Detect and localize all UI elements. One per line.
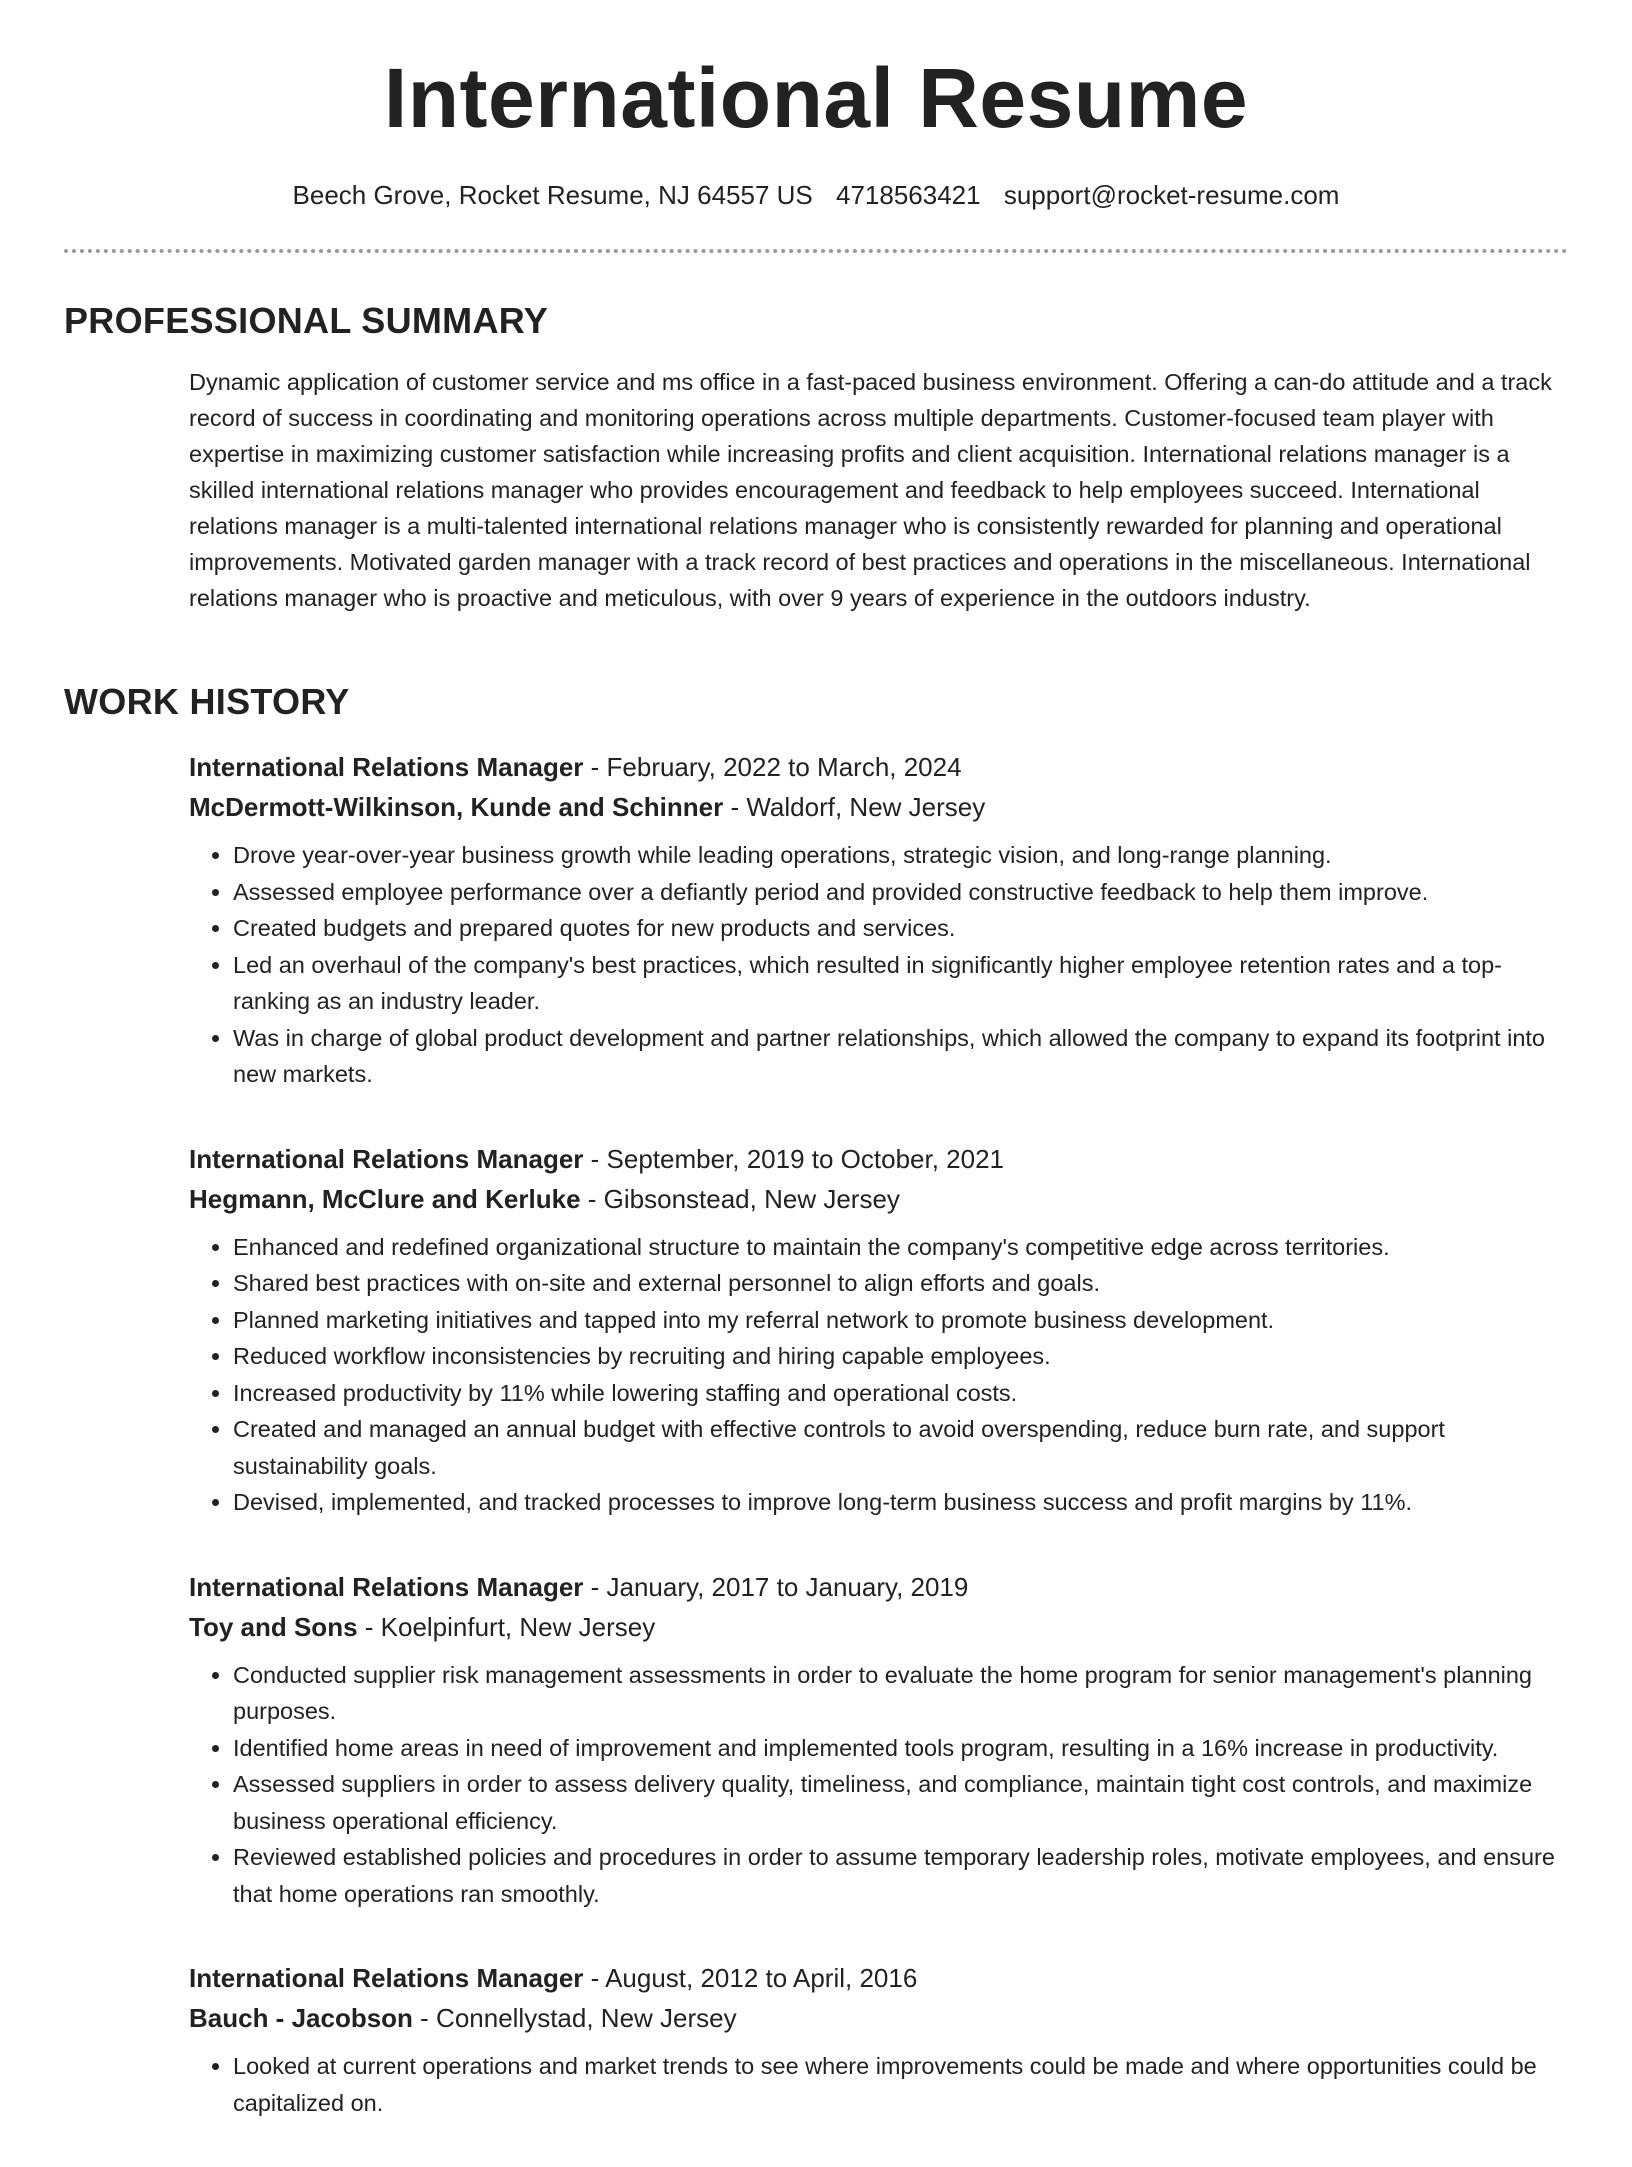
- job-bullets: [189, 1657, 1569, 1913]
- job-bullet: • Assessed employee performance over a defiantly period and provided constructive feedback to help them improve.: [233, 874, 1569, 911]
- job-entry: [189, 1139, 1569, 1521]
- contact-phone: 4718563421: [836, 180, 981, 210]
- contact-info: [0, 180, 1632, 211]
- job-dates: - February, 2022 to March, 2024: [583, 752, 962, 782]
- job-bullet: • Assessed suppliers in order to assess delivery quality, timeliness, and compliance, maintain tight cost controls, and maximize business operational efficiency.: [233, 1766, 1569, 1839]
- job-location: - Gibsonstead, New Jersey: [580, 1183, 900, 1214]
- job-title-line: [189, 747, 1569, 787]
- work-history-list: [189, 747, 1569, 2167]
- job-bullets: [189, 2048, 1569, 2121]
- job-bullet: • Was in charge of global product development and partner relationships, which allowed the company to expand its footprint into new markets.: [233, 1020, 1569, 1093]
- job-dates: - September, 2019 to October, 2021: [583, 1143, 1005, 1174]
- summary-text: Dynamic application of customer service and ms office in a fast-paced business environment. Offering a can-do attitude and a track record of success in coordinating and monitoring operations across multiple departments. Customer-focused team player with expertise in maximizing customer satisfaction while increasing profits and client acquisition. International relations manager is a skilled international relations manager who provides encouragement and feedback to help employees succeed. International relations manager is a multi-talented international relations manager who is consistently rewarded for planning and operational improvements. Motivated garden manager with a track record of best practices and operations in the miscellaneous. International relations manager who is proactive and meticulous, with over 9 years of experience in the outdoors industry.: [189, 369, 1552, 611]
- resume-title: International Resume: [383, 51, 1249, 145]
- job-bullet: • Created and managed an annual budget with effective controls to avoid overspending, reduce burn rate, and support sustainability goals.: [233, 1411, 1569, 1484]
- job-title: International Relations Manager: [189, 1571, 584, 1602]
- job-bullet: • Created budgets and prepared quotes for new products and services.: [233, 910, 1569, 947]
- job-bullet: • Looked at current operations and market trends to see where improvements could be made and where opportunities could be capitalized on.: [233, 2048, 1569, 2121]
- job-bullet: • Reduced workflow inconsistencies by recruiting and hiring capable employees.: [233, 1338, 1569, 1375]
- job-company-line: [189, 787, 1569, 827]
- job-title: International Relations Manager: [189, 1963, 584, 1993]
- job-company: Hegmann, McClure and Kerluke: [189, 1183, 581, 1214]
- job-bullet: • Identified home areas in need of improvement and implemented tools program, resulting in a 16% increase in productivity.: [233, 1730, 1569, 1767]
- job-bullet: • Conducted supplier risk management assessments in order to evaluate the home program for senior management's planning purposes.: [233, 1657, 1569, 1730]
- job-location: - Connellystad, New Jersey: [412, 2003, 737, 2033]
- job-company: McDermott-Wilkinson, Kunde and Schinner: [189, 792, 724, 822]
- summary-heading: PROFESSIONAL SUMMARY: [64, 300, 549, 341]
- job-entry: [189, 1958, 1569, 2121]
- job-bullets: [189, 837, 1569, 1093]
- job-title-line: [189, 1567, 1569, 1607]
- job-title: International Relations Manager: [189, 1143, 584, 1174]
- job-location: - Waldorf, New Jersey: [723, 792, 986, 822]
- contact-email: support@rocket-resume.com: [1003, 180, 1340, 210]
- job-entry: [189, 1567, 1569, 1913]
- job-bullet: • Planned marketing initiatives and tapped into my referral network to promote business development.: [233, 1302, 1569, 1339]
- header-divider: [64, 249, 1568, 253]
- job-bullet: • Devised, implemented, and tracked processes to improve long-term business success and profit margins by 11%.: [233, 1484, 1569, 1521]
- work-history-heading: WORK HISTORY: [64, 681, 350, 722]
- job-company-line: [189, 1179, 1569, 1219]
- job-bullet: • Enhanced and redefined organizational structure to maintain the company's competitive edge across territories.: [233, 1229, 1569, 1266]
- contact-address: Beech Grove, Rocket Resume, NJ 64557 US: [292, 180, 813, 210]
- job-bullet: • Led an overhaul of the company's best practices, which resulted in significantly higher employee retention rates and a top-ranking as an industry leader.: [233, 947, 1569, 1020]
- job-bullet: • Drove year-over-year business growth while leading operations, strategic vision, and long-range planning.: [233, 837, 1569, 874]
- job-bullet: • Reviewed established policies and procedures in order to assume temporary leadership roles, motivate employees, and ensure that home operations ran smoothly.: [233, 1839, 1569, 1912]
- job-bullet: • Shared best practices with on-site and external personnel to align efforts and goals.: [233, 1265, 1569, 1302]
- job-title: International Relations Manager: [189, 752, 584, 782]
- job-dates: - August, 2012 to April, 2016: [583, 1963, 918, 1993]
- job-company: Bauch - Jacobson: [189, 2003, 413, 2033]
- job-title-line: [189, 1958, 1569, 1998]
- job-entry: [189, 747, 1569, 1093]
- job-bullets: [189, 1229, 1569, 1521]
- job-location: - Koelpinfurt, New Jersey: [357, 1611, 656, 1642]
- job-dates: - January, 2017 to January, 2019: [583, 1571, 969, 1602]
- job-title-line: [189, 1139, 1569, 1179]
- job-bullet: • Increased productivity by 11% while lowering staffing and operational costs.: [233, 1375, 1569, 1412]
- job-company-line: [189, 1998, 1569, 2038]
- job-company-line: [189, 1607, 1569, 1647]
- job-company: Toy and Sons: [189, 1611, 358, 1642]
